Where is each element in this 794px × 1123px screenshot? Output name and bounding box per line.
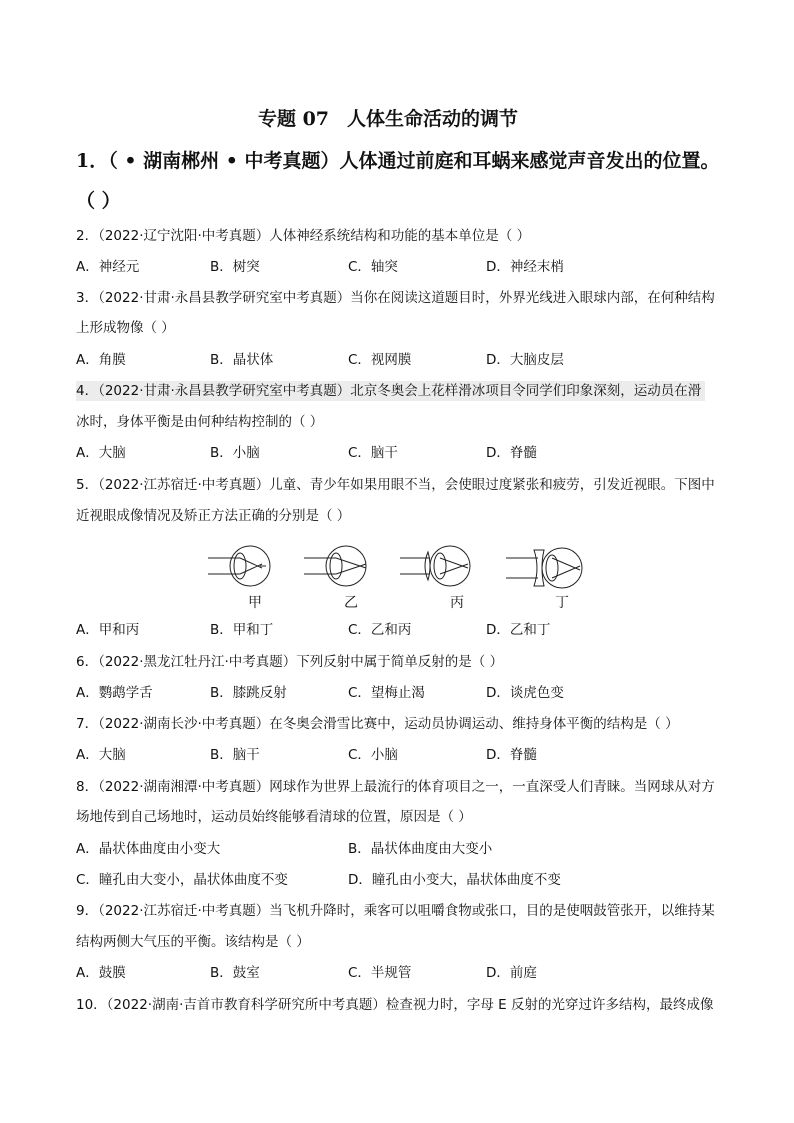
eye-diagram-yi — [304, 546, 366, 586]
figure-label-ding: 丁 — [555, 595, 569, 611]
option-b: B．甲和丁 — [210, 622, 274, 638]
option-b: B．膝跳反射 — [210, 685, 287, 701]
option-c: C．瞳孔由大变小，晶状体曲度不变 — [76, 872, 288, 888]
eye-diagram-bing — [400, 546, 470, 586]
option-a: A．大脑 — [76, 445, 126, 461]
option-c: C．小脑 — [348, 747, 398, 763]
question-1-blank: （ ） — [76, 190, 121, 212]
question-8-stem-line2: 场地传到自己场地时，运动员始终能够看清球的位置，原因是（ ） — [76, 809, 472, 825]
option-a: A．甲和丙 — [76, 622, 140, 638]
option-d: D．瞳孔由小变大，晶状体曲度不变 — [348, 872, 561, 888]
option-c: C．脑干 — [348, 445, 398, 461]
option-b: B．脑干 — [210, 747, 260, 763]
page-title — [0, 104, 794, 131]
option-a: A．神经元 — [76, 259, 140, 275]
highlighted-text: 4．（2022·甘肃·永昌县教学研究室中考真题）北京冬奥会上花样滑冰项目令同学们印象深刻，运动员在滑 — [76, 381, 705, 401]
question-1-stem: 1．（ • 湖南郴州 • 中考真题）人体通过前庭和耳蜗来感觉声音发出的位置。 — [76, 150, 720, 172]
eye-diagram-ding — [506, 548, 582, 588]
question-9-stem-line1: 9．（2022·江苏宿迁·中考真题）当飞机升降时，乘客可以咀嚼食物或张口，目的是使咽鼓管张开，以维持某 — [76, 903, 715, 919]
option-d: D．乙和丁 — [486, 622, 551, 638]
title-text: 人体生命活动的调节 — [347, 108, 519, 130]
option-b: B．晶状体曲度由大变小 — [348, 841, 493, 857]
option-a: A．大脑 — [76, 747, 126, 763]
question-4-stem-line1 — [76, 381, 705, 401]
question-8-stem-line1: 8．（2022·湖南湘潭·中考真题）网球作为世界上最流行的体育项目之一，一直深受人们青睐。当网球从对方 — [76, 779, 715, 795]
option-b: B．树突 — [210, 259, 260, 275]
option-d: D．脊髓 — [486, 747, 537, 763]
question-6-stem: 6．（2022·黑龙江牡丹江·中考真题）下列反射中属于简单反射的是（ ） — [76, 654, 504, 670]
option-d: D．脊髓 — [486, 445, 537, 461]
question-10-stem-line1: 10．（2022·湖南·吉首市教育科学研究所中考真题）检查视力时，字母 E 反射的光穿过许多结构，最终成像 — [76, 997, 714, 1013]
option-d: D．前庭 — [486, 965, 537, 981]
option-c: C．视网膜 — [348, 352, 412, 368]
question-3-stem-line1: 3．（2022·甘肃·永昌县教学研究室中考真题）当你在阅读这道题目时，外界光线进入眼球内部，在何种结构 — [76, 290, 715, 306]
option-c: C．乙和丙 — [348, 622, 412, 638]
question-5-stem-line2: 近视眼成像情况及矫正方法正确的分别是（ ） — [76, 508, 351, 524]
option-a: A．鼓膜 — [76, 965, 126, 981]
option-a: A．角膜 — [76, 352, 126, 368]
option-a: A．晶状体曲度由小变大 — [76, 841, 221, 857]
figure-label-yi: 乙 — [344, 595, 358, 611]
eye-diagram-jia — [208, 546, 270, 586]
option-b: B．鼓室 — [210, 965, 260, 981]
option-c: C．轴突 — [348, 259, 398, 275]
question-4-stem-line2: 冰时，身体平衡是由何种结构控制的（ ） — [76, 414, 324, 430]
question-2-stem: 2．（2022·辽宁沈阳·中考真题）人体神经系统结构和功能的基本单位是（ ） — [76, 228, 531, 244]
question-9-stem-line2: 结构两侧大气压的平衡。该结构是（ ） — [76, 934, 310, 950]
figure-label-jia: 甲 — [248, 595, 262, 611]
option-c: C．半规管 — [348, 965, 412, 981]
question-7-stem: 7．（2022·湖南长沙·中考真题）在冬奥会滑雪比赛中，运动员协调运动、维持身体平衡的结构是（ ） — [76, 716, 679, 732]
title-number: 专题 07 — [257, 108, 330, 130]
question-5-stem-line1: 5．（2022·江苏宿迁·中考真题）儿童、青少年如果用眼不当，会使眼过度紧张和疲劳，引发近视眼。下图中 — [76, 477, 715, 493]
figure-label-bing: 丙 — [450, 595, 464, 611]
option-b: B．小脑 — [210, 445, 260, 461]
option-d: D．神经末梢 — [486, 259, 564, 275]
question-3-stem-line2: 上形成物像（ ） — [76, 320, 175, 336]
option-c: C．望梅止渴 — [348, 685, 425, 701]
option-d: D．谈虎色变 — [486, 685, 564, 701]
option-d: D．大脑皮层 — [486, 352, 564, 368]
option-b: B．晶状体 — [210, 352, 274, 368]
option-a: A．鹦鹉学舌 — [76, 685, 153, 701]
